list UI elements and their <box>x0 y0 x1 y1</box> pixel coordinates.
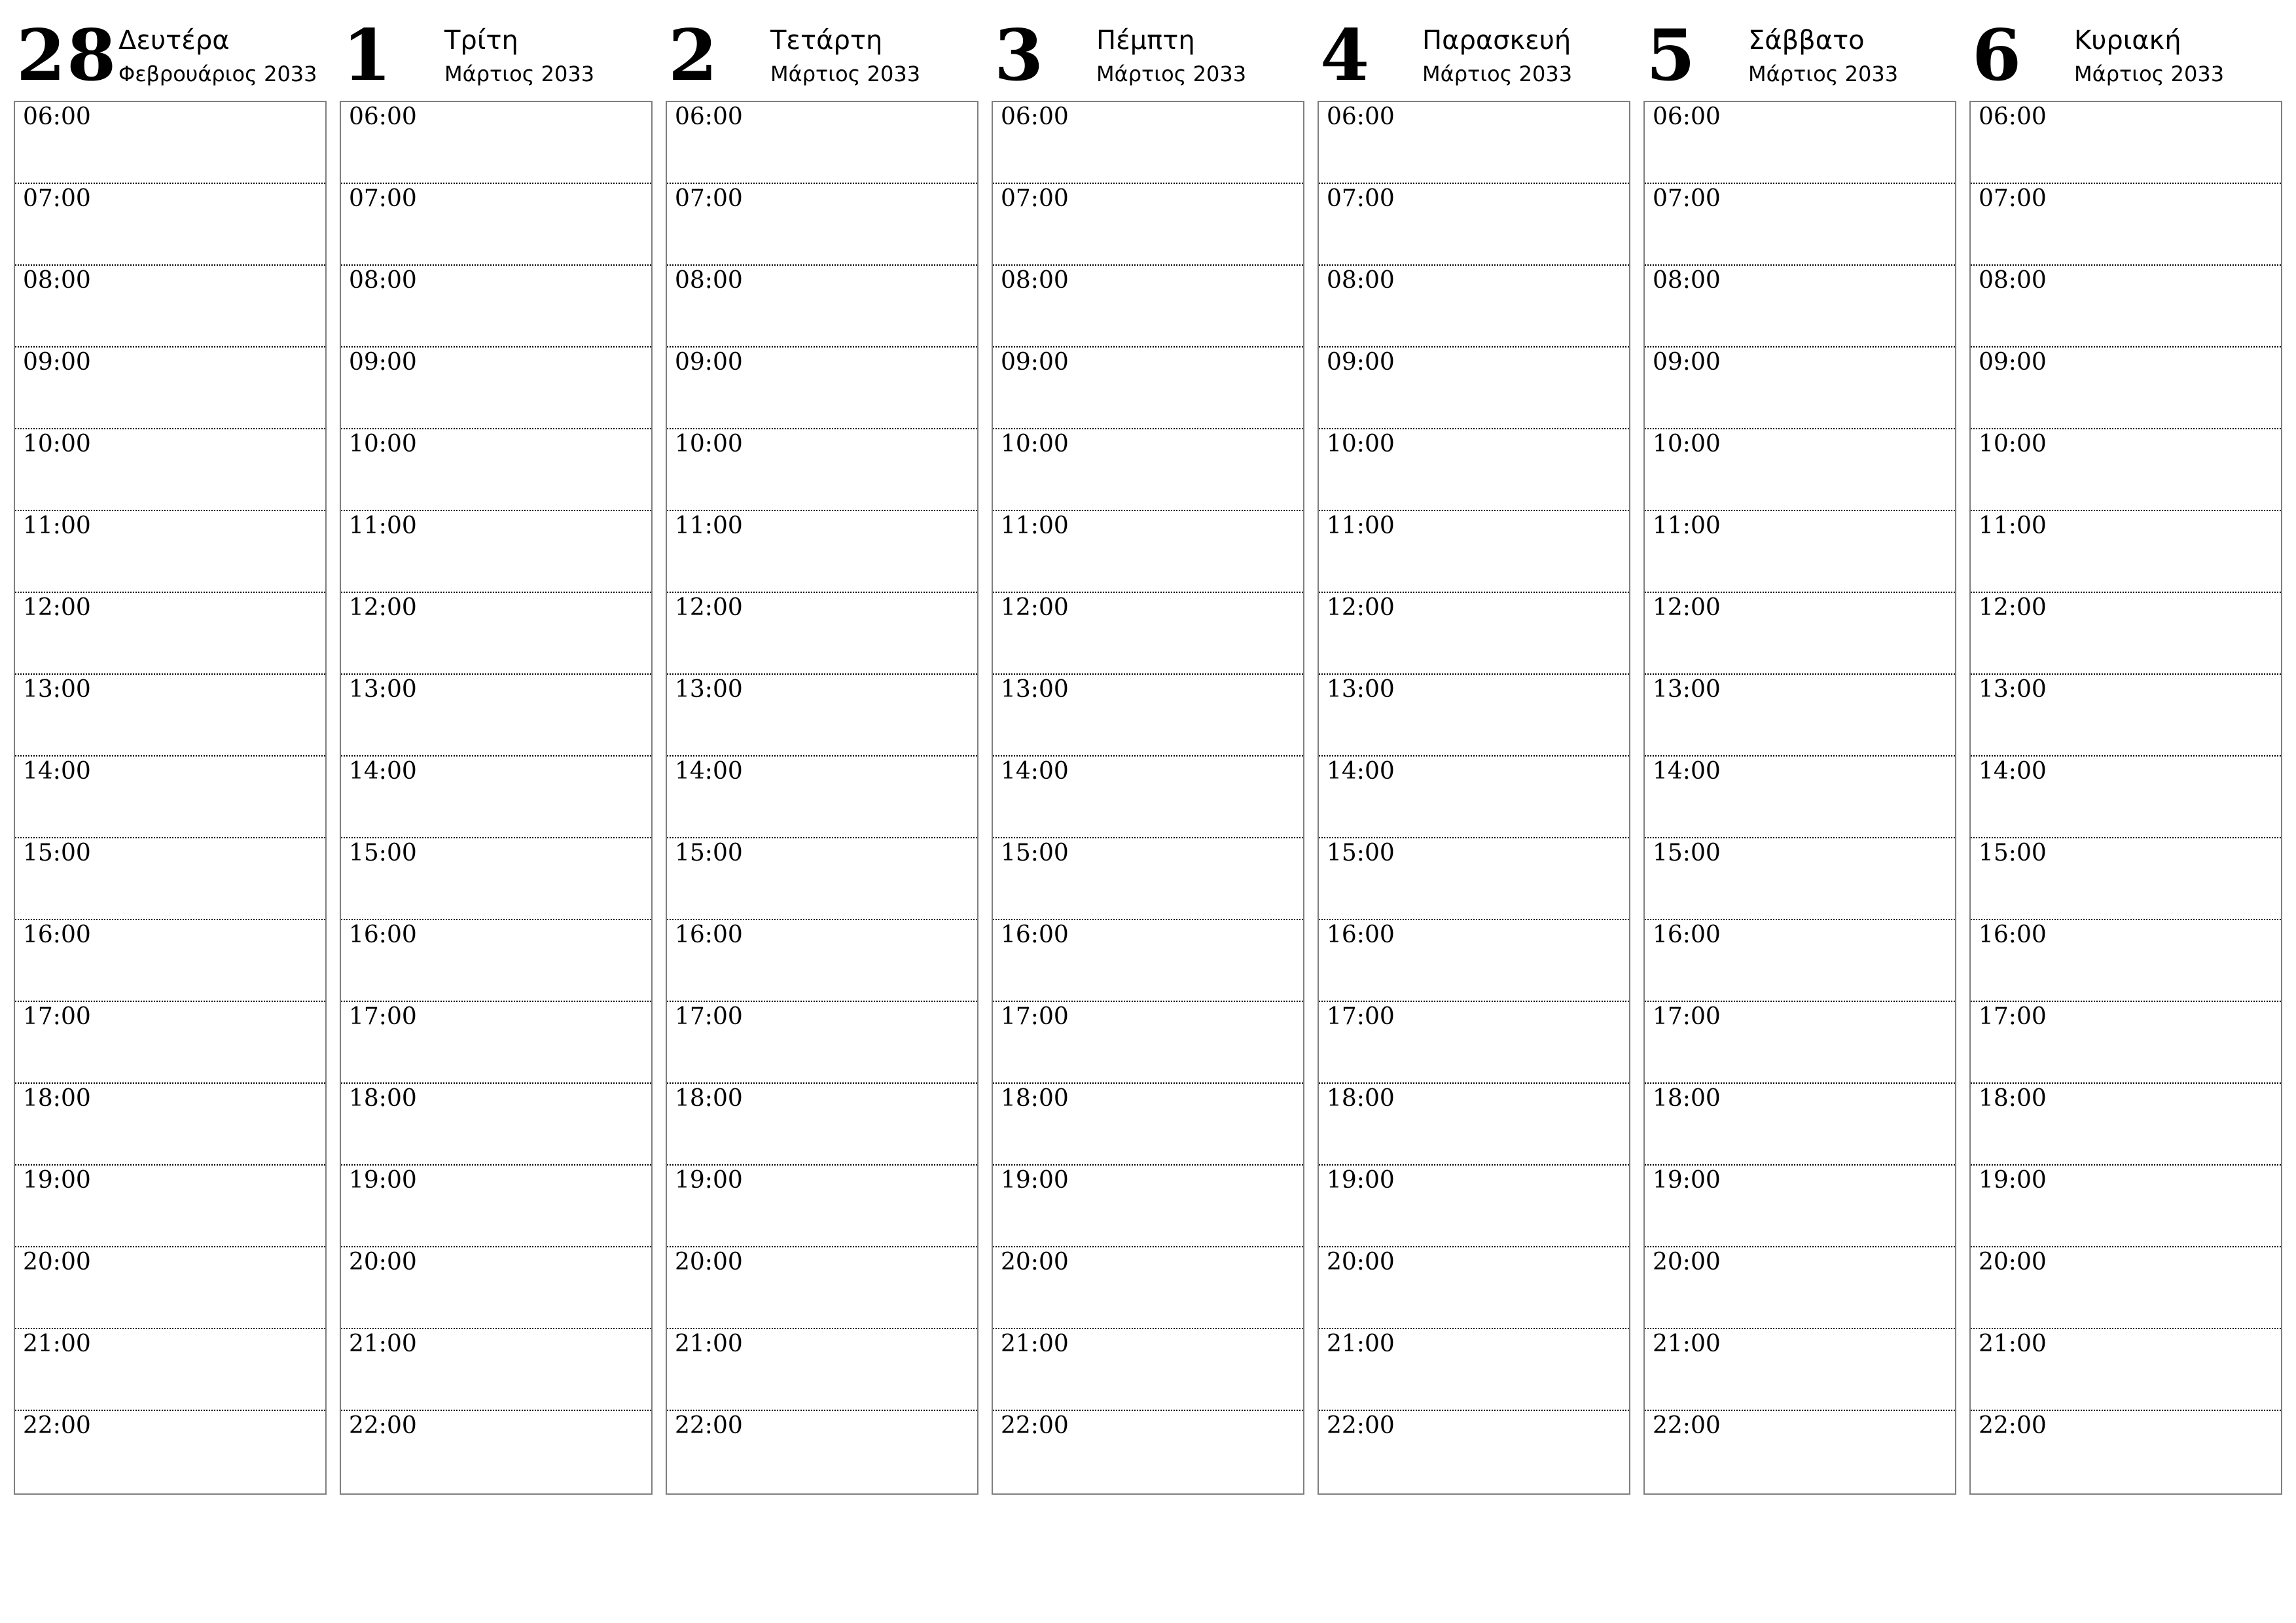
time-slot[interactable] <box>341 1411 651 1492</box>
slot-time-label: 19:00 <box>675 1167 743 1194</box>
time-slot[interactable] <box>1645 266 1955 348</box>
time-slot[interactable] <box>15 266 325 348</box>
time-slot[interactable] <box>993 1084 1303 1166</box>
time-slot[interactable] <box>1971 1411 2281 1492</box>
slot-time-label: 21:00 <box>1327 1330 1395 1357</box>
time-slot[interactable] <box>341 1329 651 1411</box>
time-slot[interactable] <box>1645 1411 1955 1492</box>
month-year: Μάρτιος 2033 <box>1748 62 1899 86</box>
day-column <box>1643 0 1956 1505</box>
day-schedule-box <box>1318 101 1630 1495</box>
slot-time-label: 09:00 <box>349 349 417 376</box>
slot-time-label: 22:00 <box>1653 1412 1721 1439</box>
slot-time-label: 14:00 <box>23 758 91 785</box>
day-header <box>340 0 653 99</box>
slot-time-label: 09:00 <box>675 349 743 376</box>
time-slot[interactable] <box>1971 920 2281 1002</box>
day-column <box>992 0 1304 1505</box>
slot-time-label: 07:00 <box>349 185 417 212</box>
time-slot[interactable] <box>1319 102 1629 184</box>
slot-time-label: 11:00 <box>675 512 743 539</box>
slot-time-label: 07:00 <box>1001 185 1069 212</box>
time-slot[interactable] <box>1319 593 1629 675</box>
slot-time-label: 09:00 <box>23 349 91 376</box>
slot-time-label: 11:00 <box>1979 512 2047 539</box>
time-slot[interactable] <box>1645 1084 1955 1166</box>
time-slot[interactable] <box>1971 675 2281 757</box>
time-slot[interactable] <box>1645 1247 1955 1329</box>
slot-time-label: 10:00 <box>1001 431 1069 457</box>
day-name: Παρασκευή <box>1422 26 1571 56</box>
time-slot[interactable] <box>1971 1166 2281 1247</box>
slot-time-label: 12:00 <box>1001 594 1069 621</box>
slot-time-label: 17:00 <box>1653 1003 1721 1030</box>
slot-time-label: 16:00 <box>23 921 91 948</box>
slot-time-label: 22:00 <box>1979 1412 2047 1439</box>
slot-time-label: 17:00 <box>1327 1003 1395 1030</box>
slot-time-label: 18:00 <box>23 1085 91 1112</box>
slot-time-label: 22:00 <box>1327 1412 1395 1439</box>
slot-time-label: 20:00 <box>675 1249 743 1275</box>
slot-time-label: 21:00 <box>1653 1330 1721 1357</box>
day-header <box>14 0 327 99</box>
slot-time-label: 13:00 <box>1327 676 1395 703</box>
slot-time-label: 07:00 <box>23 185 91 212</box>
slot-time-label: 11:00 <box>1653 512 1721 539</box>
slot-time-label: 06:00 <box>23 103 91 130</box>
time-slot[interactable] <box>341 1084 651 1166</box>
slot-time-label: 18:00 <box>1979 1085 2047 1112</box>
slot-time-label: 12:00 <box>675 594 743 621</box>
slot-time-label: 19:00 <box>1979 1167 2047 1194</box>
month-year: Φεβρουάριος 2033 <box>118 62 317 86</box>
day-schedule-box <box>666 101 978 1495</box>
slot-time-label: 08:00 <box>1653 267 1721 294</box>
slot-time-label: 17:00 <box>1001 1003 1069 1030</box>
time-slot[interactable] <box>15 1002 325 1084</box>
slot-time-label: 11:00 <box>349 512 417 539</box>
slot-time-label: 13:00 <box>349 676 417 703</box>
slot-time-label: 20:00 <box>1001 1249 1069 1275</box>
time-slot[interactable] <box>1319 266 1629 348</box>
slot-time-label: 20:00 <box>1653 1249 1721 1275</box>
month-year: Μάρτιος 2033 <box>1422 62 1573 86</box>
slot-time-label: 15:00 <box>23 840 91 866</box>
time-slot[interactable] <box>667 1411 977 1492</box>
slot-time-label: 10:00 <box>1327 431 1395 457</box>
slot-time-label: 22:00 <box>1001 1412 1069 1439</box>
slot-time-label: 14:00 <box>1653 758 1721 785</box>
time-slot[interactable] <box>1645 920 1955 1002</box>
slot-time-label: 09:00 <box>1979 349 2047 376</box>
day-name: Τρίτη <box>444 26 518 56</box>
slot-time-label: 14:00 <box>1979 758 2047 785</box>
time-slot[interactable] <box>993 757 1303 838</box>
time-slot[interactable] <box>993 429 1303 511</box>
slot-time-label: 13:00 <box>1653 676 1721 703</box>
time-slot[interactable] <box>1645 102 1955 184</box>
day-number: 1 <box>342 14 393 97</box>
slot-time-label: 14:00 <box>1001 758 1069 785</box>
slot-time-label: 10:00 <box>23 431 91 457</box>
time-slot[interactable] <box>1645 184 1955 266</box>
slot-time-label: 21:00 <box>675 1330 743 1357</box>
slot-time-label: 09:00 <box>1653 349 1721 376</box>
time-slot[interactable] <box>1645 675 1955 757</box>
time-slot[interactable] <box>667 1329 977 1411</box>
time-slot[interactable] <box>993 593 1303 675</box>
time-slot[interactable] <box>15 348 325 429</box>
slot-time-label: 07:00 <box>1979 185 2047 212</box>
slot-time-label: 18:00 <box>349 1085 417 1112</box>
time-slot[interactable] <box>1645 838 1955 920</box>
slot-time-label: 06:00 <box>675 103 743 130</box>
slot-time-label: 12:00 <box>1979 594 2047 621</box>
time-slot[interactable] <box>1319 1002 1629 1084</box>
slot-time-label: 13:00 <box>675 676 743 703</box>
weekly-planner <box>14 0 2291 1505</box>
slot-time-label: 08:00 <box>23 267 91 294</box>
time-slot[interactable] <box>1971 511 2281 593</box>
slot-time-label: 07:00 <box>1653 185 1721 212</box>
time-slot[interactable] <box>1319 1329 1629 1411</box>
time-slot[interactable] <box>1971 1084 2281 1166</box>
time-slot[interactable] <box>341 102 651 184</box>
time-slot[interactable] <box>1645 1002 1955 1084</box>
slot-time-label: 13:00 <box>23 676 91 703</box>
time-slot[interactable] <box>667 593 977 675</box>
time-slot[interactable] <box>667 675 977 757</box>
day-number: 28 <box>16 14 118 97</box>
slot-time-label: 17:00 <box>349 1003 417 1030</box>
time-slot[interactable] <box>341 593 651 675</box>
slot-time-label: 14:00 <box>675 758 743 785</box>
slot-time-label: 21:00 <box>1001 1330 1069 1357</box>
slot-time-label: 14:00 <box>1327 758 1395 785</box>
day-number: 3 <box>994 14 1045 97</box>
time-slot[interactable] <box>15 920 325 1002</box>
slot-time-label: 17:00 <box>675 1003 743 1030</box>
day-name: Δευτέρα <box>118 26 230 56</box>
time-slot[interactable] <box>1971 1002 2281 1084</box>
slot-time-label: 15:00 <box>675 840 743 866</box>
slot-time-label: 17:00 <box>1979 1003 2047 1030</box>
time-slot[interactable] <box>15 838 325 920</box>
slot-time-label: 16:00 <box>1979 921 2047 948</box>
time-slot[interactable] <box>993 675 1303 757</box>
slot-time-label: 08:00 <box>1001 267 1069 294</box>
slot-time-label: 10:00 <box>675 431 743 457</box>
slot-time-label: 11:00 <box>1327 512 1395 539</box>
time-slot[interactable] <box>15 102 325 184</box>
day-number: 2 <box>668 14 719 97</box>
day-schedule-box <box>1969 101 2282 1495</box>
time-slot[interactable] <box>993 1166 1303 1247</box>
slot-time-label: 21:00 <box>23 1330 91 1357</box>
slot-time-label: 06:00 <box>1327 103 1395 130</box>
day-header <box>1643 0 1956 99</box>
slot-time-label: 15:00 <box>1653 840 1721 866</box>
time-slot[interactable] <box>1971 348 2281 429</box>
time-slot[interactable] <box>15 757 325 838</box>
slot-time-label: 15:00 <box>1979 840 2047 866</box>
time-slot[interactable] <box>15 675 325 757</box>
time-slot[interactable] <box>667 429 977 511</box>
slot-time-label: 19:00 <box>1001 1167 1069 1194</box>
time-slot[interactable] <box>993 511 1303 593</box>
time-slot[interactable] <box>1319 511 1629 593</box>
slot-time-label: 08:00 <box>675 267 743 294</box>
slot-time-label: 19:00 <box>23 1167 91 1194</box>
time-slot[interactable] <box>1645 348 1955 429</box>
time-slot[interactable] <box>993 1411 1303 1492</box>
day-name: Τετάρτη <box>770 26 883 56</box>
time-slot[interactable] <box>1645 1329 1955 1411</box>
day-number: 5 <box>1646 14 1697 97</box>
day-schedule-box <box>1643 101 1956 1495</box>
slot-time-label: 19:00 <box>349 1167 417 1194</box>
slot-time-label: 21:00 <box>349 1330 417 1357</box>
day-column <box>666 0 978 1505</box>
time-slot[interactable] <box>667 184 977 266</box>
slot-time-label: 15:00 <box>1001 840 1069 866</box>
time-slot[interactable] <box>341 838 651 920</box>
slot-time-label: 19:00 <box>1327 1167 1395 1194</box>
slot-time-label: 20:00 <box>349 1249 417 1275</box>
day-schedule-box <box>340 101 653 1495</box>
time-slot[interactable] <box>1645 593 1955 675</box>
slot-time-label: 13:00 <box>1979 676 2047 703</box>
slot-time-label: 19:00 <box>1653 1167 1721 1194</box>
time-slot[interactable] <box>15 593 325 675</box>
time-slot[interactable] <box>341 266 651 348</box>
time-slot[interactable] <box>1645 757 1955 838</box>
day-schedule-box <box>992 101 1304 1495</box>
slot-time-label: 12:00 <box>23 594 91 621</box>
time-slot[interactable] <box>667 1002 977 1084</box>
slot-time-label: 12:00 <box>1653 594 1721 621</box>
slot-time-label: 18:00 <box>1327 1085 1395 1112</box>
time-slot[interactable] <box>667 102 977 184</box>
time-slot[interactable] <box>341 757 651 838</box>
slot-time-label: 17:00 <box>23 1003 91 1030</box>
time-slot[interactable] <box>667 1166 977 1247</box>
time-slot[interactable] <box>15 429 325 511</box>
time-slot[interactable] <box>667 266 977 348</box>
slot-time-label: 15:00 <box>349 840 417 866</box>
month-year: Μάρτιος 2033 <box>1096 62 1247 86</box>
time-slot[interactable] <box>341 184 651 266</box>
day-column <box>1318 0 1630 1505</box>
day-header <box>1969 0 2282 99</box>
time-slot[interactable] <box>15 1411 325 1492</box>
day-name: Πέμπτη <box>1096 26 1195 56</box>
slot-time-label: 12:00 <box>1327 594 1395 621</box>
slot-time-label: 07:00 <box>675 185 743 212</box>
time-slot[interactable] <box>1319 757 1629 838</box>
slot-time-label: 11:00 <box>23 512 91 539</box>
slot-time-label: 06:00 <box>1653 103 1721 130</box>
slot-time-label: 08:00 <box>1327 267 1395 294</box>
time-slot[interactable] <box>1319 838 1629 920</box>
time-slot[interactable] <box>667 838 977 920</box>
slot-time-label: 20:00 <box>23 1249 91 1275</box>
slot-time-label: 13:00 <box>1001 676 1069 703</box>
time-slot[interactable] <box>341 429 651 511</box>
time-slot[interactable] <box>341 511 651 593</box>
time-slot[interactable] <box>667 920 977 1002</box>
slot-time-label: 09:00 <box>1327 349 1395 376</box>
time-slot[interactable] <box>993 920 1303 1002</box>
slot-time-label: 14:00 <box>349 758 417 785</box>
slot-time-label: 10:00 <box>1979 431 2047 457</box>
time-slot[interactable] <box>1971 838 2281 920</box>
time-slot[interactable] <box>1971 266 2281 348</box>
slot-time-label: 06:00 <box>1001 103 1069 130</box>
time-slot[interactable] <box>667 511 977 593</box>
time-slot[interactable] <box>993 348 1303 429</box>
slot-time-label: 09:00 <box>1001 349 1069 376</box>
time-slot[interactable] <box>993 838 1303 920</box>
slot-time-label: 20:00 <box>1979 1249 2047 1275</box>
time-slot[interactable] <box>15 1247 325 1329</box>
time-slot[interactable] <box>667 1247 977 1329</box>
time-slot[interactable] <box>1971 102 2281 184</box>
slot-time-label: 21:00 <box>1979 1330 2047 1357</box>
slot-time-label: 16:00 <box>675 921 743 948</box>
slot-time-label: 22:00 <box>349 1412 417 1439</box>
day-number: 4 <box>1320 14 1371 97</box>
day-header <box>992 0 1304 99</box>
slot-time-label: 20:00 <box>1327 1249 1395 1275</box>
slot-time-label: 18:00 <box>675 1085 743 1112</box>
time-slot[interactable] <box>341 1247 651 1329</box>
day-column <box>1969 0 2282 1505</box>
time-slot[interactable] <box>993 266 1303 348</box>
time-slot[interactable] <box>1319 675 1629 757</box>
time-slot[interactable] <box>1971 757 2281 838</box>
day-name: Κυριακή <box>2074 26 2181 56</box>
time-slot[interactable] <box>993 1247 1303 1329</box>
time-slot[interactable] <box>15 184 325 266</box>
time-slot[interactable] <box>1319 429 1629 511</box>
time-slot[interactable] <box>667 348 977 429</box>
month-year: Μάρτιος 2033 <box>444 62 595 86</box>
slot-time-label: 18:00 <box>1001 1085 1069 1112</box>
time-slot[interactable] <box>15 1084 325 1166</box>
time-slot[interactable] <box>1319 184 1629 266</box>
time-slot[interactable] <box>15 1166 325 1247</box>
time-slot[interactable] <box>1319 348 1629 429</box>
time-slot[interactable] <box>993 102 1303 184</box>
time-slot[interactable] <box>1319 1247 1629 1329</box>
time-slot[interactable] <box>15 511 325 593</box>
time-slot[interactable] <box>1971 1329 2281 1411</box>
time-slot[interactable] <box>1645 511 1955 593</box>
time-slot[interactable] <box>1971 429 2281 511</box>
slot-time-label: 18:00 <box>1653 1085 1721 1112</box>
time-slot[interactable] <box>993 1329 1303 1411</box>
time-slot[interactable] <box>1971 184 2281 266</box>
time-slot[interactable] <box>1645 429 1955 511</box>
day-column <box>340 0 653 1505</box>
time-slot[interactable] <box>667 1084 977 1166</box>
time-slot[interactable] <box>667 757 977 838</box>
slot-time-label: 22:00 <box>675 1412 743 1439</box>
month-year: Μάρτιος 2033 <box>2074 62 2225 86</box>
slot-time-label: 16:00 <box>349 921 417 948</box>
time-slot[interactable] <box>1319 1411 1629 1492</box>
time-slot[interactable] <box>1645 1166 1955 1247</box>
slot-time-label: 12:00 <box>349 594 417 621</box>
day-column <box>14 0 327 1505</box>
slot-time-label: 16:00 <box>1327 921 1395 948</box>
time-slot[interactable] <box>341 675 651 757</box>
slot-time-label: 22:00 <box>23 1412 91 1439</box>
day-header <box>666 0 978 99</box>
time-slot[interactable] <box>1319 1166 1629 1247</box>
time-slot[interactable] <box>1319 920 1629 1002</box>
slot-time-label: 10:00 <box>1653 431 1721 457</box>
time-slot[interactable] <box>993 1002 1303 1084</box>
slot-time-label: 08:00 <box>1979 267 2047 294</box>
time-slot[interactable] <box>341 1002 651 1084</box>
day-number: 6 <box>1972 14 2023 97</box>
day-header <box>1318 0 1630 99</box>
month-year: Μάρτιος 2033 <box>770 62 921 86</box>
slot-time-label: 07:00 <box>1327 185 1395 212</box>
time-slot[interactable] <box>341 1166 651 1247</box>
slot-time-label: 15:00 <box>1327 840 1395 866</box>
slot-time-label: 11:00 <box>1001 512 1069 539</box>
slot-time-label: 06:00 <box>1979 103 2047 130</box>
time-slot[interactable] <box>15 1329 325 1411</box>
slot-time-label: 08:00 <box>349 267 417 294</box>
time-slot[interactable] <box>1971 1247 2281 1329</box>
slot-time-label: 06:00 <box>349 103 417 130</box>
day-schedule-box <box>14 101 327 1495</box>
slot-time-label: 16:00 <box>1653 921 1721 948</box>
time-slot[interactable] <box>341 920 651 1002</box>
time-slot[interactable] <box>1971 593 2281 675</box>
time-slot[interactable] <box>993 184 1303 266</box>
time-slot[interactable] <box>1319 1084 1629 1166</box>
slot-time-label: 10:00 <box>349 431 417 457</box>
day-name: Σάββατο <box>1748 26 1865 56</box>
time-slot[interactable] <box>341 348 651 429</box>
slot-time-label: 16:00 <box>1001 921 1069 948</box>
